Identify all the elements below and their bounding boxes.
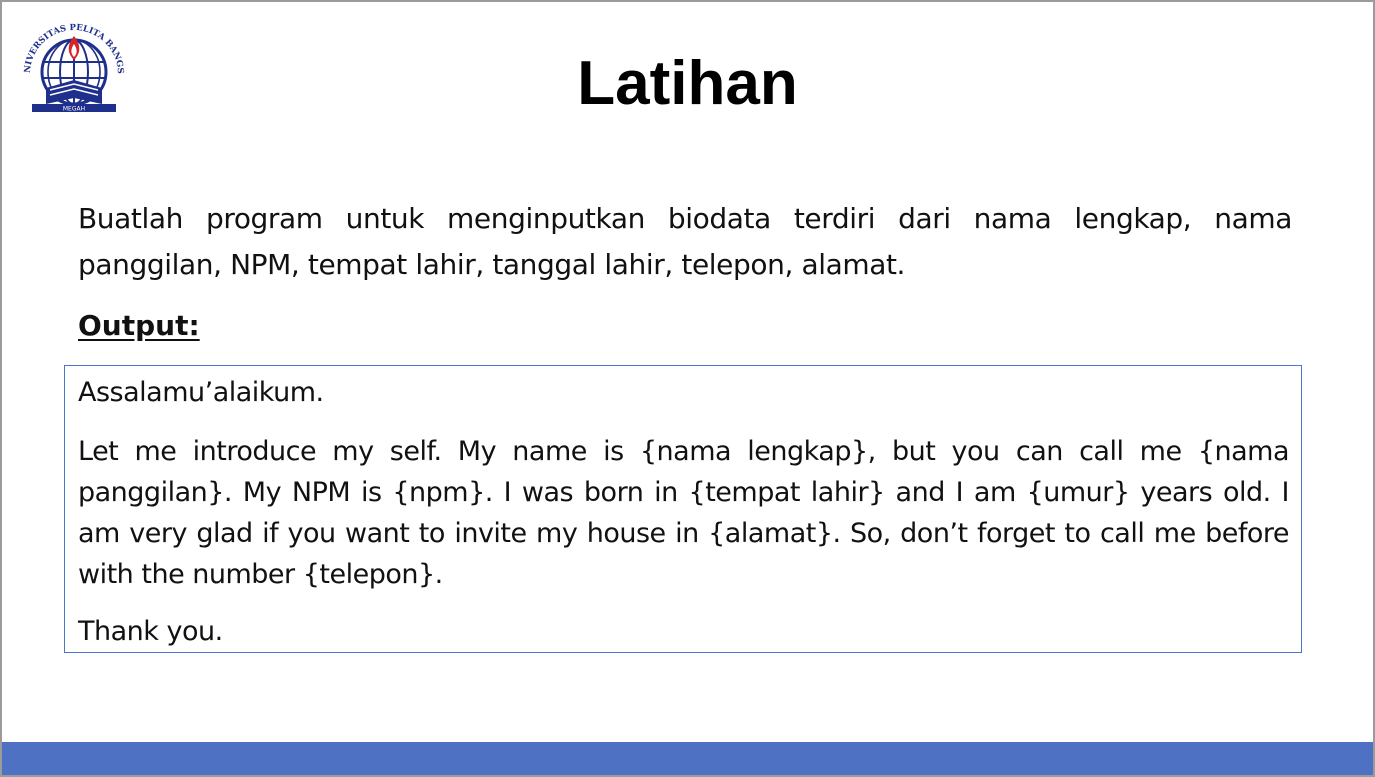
- slide-title: Latihan: [577, 49, 798, 118]
- output-closing: Thank you.: [78, 616, 223, 647]
- output-greeting: Assalamu’alaikum.: [78, 377, 324, 408]
- output-label: Output:: [78, 309, 200, 342]
- logo-ribbon-text: MEGAH: [62, 105, 86, 113]
- instruction-text: Buatlah program untuk menginputkan biodata terdiri dari nama lengkap, nama panggilan, NPM, tempat lahir, tanggal lahir, telepon, alamat.: [78, 202, 1292, 281]
- output-body: Let me introduce my self. My name is {nama lengkap}, but you can call me {nama panggilan}. My NPM is {npm}. I was born in {tempat lahir} and I am {umur} years old. I am very glad if you want to invite my house in {alamat}. So, don’t forget to call me before with the number {telepon}.: [78, 436, 1289, 590]
- footer-bar: [2, 742, 1373, 775]
- output-example-box: [64, 365, 1302, 653]
- logo-arc-text: NIVERSITAS PELITA BANGS: [22, 22, 126, 75]
